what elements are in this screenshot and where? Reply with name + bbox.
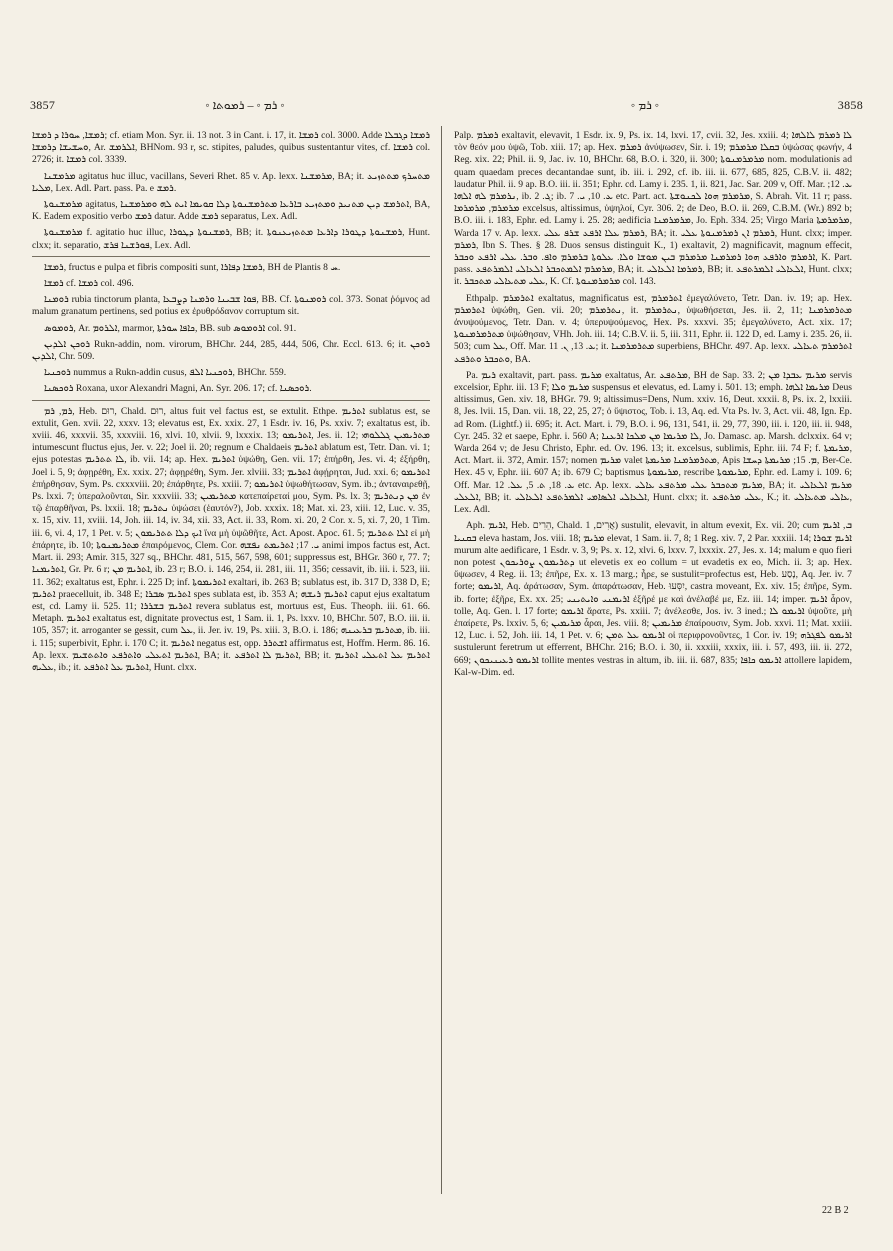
right-page-number: 3858 (837, 98, 863, 112)
entry-paragraph: Palp. ܪܡܪܡ exaltavit, elevavit, 1 Esdr. ix. 9, Ps. ix. 14, lxvi. 17, cvii. 32, Jes. xxiii. 4; ܠܐ ܪܡܪܡ ܠܐܠܗܐ τὸν θεόν μου ὑψῶ, Tob. xiii. 17; ap. Hex. ܪܡܪܡ ἀνύψωσεν, Sir. i. 19; ܒܩܠܐ ܡܪܡܪܡ ὑψώσας φωνήν, 4 Reg. xix. 22; Phil. ii. 9, Jac. iv. 10, BHChr. 68, B.O. i. 320, ii. 300; ܡܪܡܪܡܢܘܬܐ nom. modulationis ad quam quaedam preces decantandae sunt, ib. iii. i. 292, cf. ib. iii. ii. 677, 685, 825, C.B.V. ii. 482; laudatur Phil. ii. 9 ap. B.O. iii. ii. 351; Ephr. cd. Lamy i. 235. 1, ii. 821, Jac. Sar. 209 v, Off. Mar. ܥ. 12; ܢܪܡܪܡ ܠܗ ܐܠܗܐ, ib. ܓ. 2; ib. ܥ. 10, ܝ. 7 etc. Part. act. ܡܪܡܪܡ ܗܘܐ ܠܟܢܘܫܬܐ, S. Abrah. Vit. 11 r; pass. ܡܪܡܪܡ, ܡܪܡܪܡܐ excelsus, altissimus, ὑψηλοί, Cyr. 306. 2; de Deo, B.O. ii. 269, C.B.M. (Wr.) 892 b; B.O. iii. i. 183, Ephr. ed. Lamy i. 25. 28; aedificia ܡܪܡܪܡܢܐ, Jo. Eph. 334. 25; Virgo Maria ܡܪܡܪܡܬܐ, Warda 17 v. Ap. lexx. ܪܡܪܡ ܥܠܐ ܐܪܦܥ ܫܪܦ ܥܠܝ, BA; it. ܪܡܪܡ ܐܢ ܪܡܪܡܢܘܬܐ ܥܠܝ, Hunt. clxx; imper. ܪܡܪܡ, Ibn S. Thes. § 28. Duos sensus distinguit K., 1) exaltavit, 2) magnificavit, magnum effecit, ܐܪܡܪܡ ܘܐܪܦܥ ܗܘܐ ܪܡܪܡܢܐ ܡܪܡܪܡ ܒܝܢ ܡܘܫܐ ܘܠܐ. ܥܠܘܬܐ ܒܪܡܪܡ ܘܐܦ. ܘܒܪ. ܥܠܝ ܐܪܦܥ ܘܟܒܪ, K. Part. pass. ܡܪܡܪܡ ܐܠܡܬܟܒܪ ܐܠܥܐܠܝ ܐܠܡܪܬܦܥ, BA; it. ܪܡܪܡܐ ܐܠܥܐܠܝ, BB; it. ܐܠܥܐܠܝ ܐܠܡܪܬܦܥ, Hunt. clxx; it. ܥܠܝ ܡܬܥܐܠܝ ܡܬܟܒܪ, K. Cf. ܡܪܡܪܡܢܘܬܐ col. 143. (454, 130, 852, 288)
entry-paragraph: ܪܘܡܢܐ rubia tinctorum planta, ܦܘܐ ܫܒܝܢܐ ܘܪܡܢܐ ܕܨܒܥܐ, BB. Cf. ܪܘܡܢܘܬܐ col. 373. Sonat ῥόμνος ad malum granatum pertinens, sed potius ex ἐρυθρόδανον corruptum sit. (32, 294, 430, 318)
section-rule (32, 256, 430, 257)
entry-paragraph: ܡܪܡܫܢܐ agitatus huc illuc, vacillans, Severi Rhet. 85 v. Ap. lexx. ܡܪܡܫܢܐ, BA; it. ܡܬܚܪܟ ܡܬܬܙܝܥ ܡܠܝܐ, Lex. Adl. Part. pass. Pa. e ܪܡܫ. (32, 170, 430, 194)
entry-paragraph: ܡܪܡܫܢܘܬܐ f. agitatio huc illuc, ܪܡܫܢܘܬܐ ܕܛܘܪܐ, BB; it. ܪܡܫܢܘܬܐ ܕܛܘܪܐ ܕܐܪܥܐ ܡܬܬܙܝܥܢܘܬܐ, Hunt. clxx; it. separatio, ܦܘܪܫܢܐ ܦܪܫ, Lex. Adl. (32, 227, 430, 251)
section-rule (32, 400, 430, 401)
entry-paragraph: ܪܡܫܐ cf. ܪܡܫܐ col. 496. (44, 278, 134, 290)
entry-paragraph: ܪܘܟܢ ܐܠܕܝܢ Rukn-addin, nom. virorum, BHChr. 244, 285, 444, 506, Chr. Eccl. 613. 6; it. ܪܘܟܢ ܐܠܕܝܢ, Chr. 509. (32, 338, 430, 363)
entry-paragraph: Aph. ܐܪܝܡ, Heb. הֵרִים, Chald. אֲרִים, 1) sustulit, elevavit, in altum evexit, Ex. vii. 20; cum ܒ, ܐܪܝܡ ܒܩܢܝܐ eleva hastam, Jos. viii. 18; ܡܪܝܡ elevat, 1 Sam. ii. 7, 8; 1 Reg. xiv. 7, 2 Par. xxxiii. 14; ܐܪܝܡ ܫܘܪܐ murum alte aedificare, 1 Esdr. v. 3, 9; Ps. x. 12, xlvi. 6, lxxv. 7, lxxxix. 27, Jes. x. 14; malum e quo fieri non potest ܕܬܪܝܡܘܢ ܨܘܪܝܟܘܢ ut elevetis ex eo collum = ut evadetis ex eo, Mich. ii. 3; ap. Hex. ὕψωσεν, 4 Reg. ii. 13; ἐπῆρε, Ex. x. 13 marg.; ἦρε, se sustulit=profectus est, Heb. נָסַע, Aq. Jer. iv. 7 forte; ܐܪܝܡܘ, Aq. ἀράτωσαν, Sym. ἀπαράτωσαν, Heb. יִסְּעוּ, castra moveant, Ex. xiv. 15; ἐπῆρε, Sym. ib. forte; ἐξῆρε, Ex. xx. 25; ܐܪܝܡܢܝ ܘܐܝܬܝܢܝ ἐξῆρέ με καὶ ἀνέλαβέ με, Ez. iii. 14; imper. ܐܪܝܡ ἆρον, tolle, Aq. Gen. l. 17 forte; ܐܪܝܡܘ ἄρατε, Ps. xxiii. 7; ἀνέλεσθε, Jos. iv. 3 ined.; ܐܪܝܡܘ ܠܐ ὑψοῦτε, μὴ ἐπαίρετε, Ps. lxxiv. 5, 6; ܡܪܝܡܝܢ ἆραι, Jes. viii. 8; ܡܪܝܡܝܢ ἐπαίρουσιν, Sym. Job. xxvi. 11; Mat. xxiii. 12, Luc. i. 52, Joh. iii. 14, 1 Pet. v. 6; ܐܪܝܡܘ ܥܠ ܬܡܢ οἱ περιφρονοῦντες, 1 Cor. iv. 19; ܐܪܝܡܘ ܠܦܓܪܗ sustulerunt feretrum ut efferrent, BHChr. 216; B.O. i. 30, ii. xxxiii, xxxix, iii. i. 57, 493, iii. ii. 272, 669; ܐܪܝܡܘ ܪܥܝܢܝܟܘܢ tollite mentes vestras in altum, ib. iii. ii. 687, 835; ܐܪܝܡܘ ܟܐܦܐ attollere lapidem, Kal-w-Dim. ed. (454, 520, 852, 678)
entry-paragraph: ܡܪܡܫܢܘܬܐ agitatus, ܐܬܪܡܫ ܕܝܢ ܡܬܢܝܕ ܘܡܬܙܝܥ ܒܐܪܥܐ ܡܬܪܡܫܢܘܬܐ ܕܠܐ ܩܘܝܡܐ ܐܝܬ ܠܗ ܘܡܪܡܫܢܐ, BA, K. Eadem expositio verbo ܪܡܫ datur. Adde ܪܡܫ separatus, Lex. Adl. (32, 199, 430, 223)
column-divider (441, 126, 442, 1194)
right-column (454, 130, 852, 1200)
signature-mark: 22 B 2 (822, 1205, 849, 1216)
left-running-head: ◦ ܪܡ ◦ – ܪܡܘܬܐ ◦ (205, 98, 285, 112)
right-running-head: ◦ ܪܡ ◦ (630, 98, 660, 112)
entry-paragraph: ܪܘܡܘܣ, Ar. ܐܠܪܘܡ, marmor, ܟܐܦܐ ܚܘܪܬܐ, BB. sub ܐܪܘܡܘܣ col. 91. (44, 322, 297, 334)
left-column (32, 130, 430, 1200)
entry-paragraph: ܪܘܟܣܢܐ Roxana, uxor Alexandri Magni, An. Syr. 206. 17; cf. ܪܘܟܣܢܐ. (44, 383, 312, 395)
entry-paragraph: ܪܘܟܢܝܐ nummus a Rukn-addin cusus, ܪܘܟܢܝܐ ܐܠܦ, BHChr. 559. (44, 367, 287, 379)
entry-paragraph: ܪܡܫܐ, ܚܘܪܐ ܕ ܪܡܫܐ; cf. etiam Mon. Syr. ii. 13 not. 3 in Cant. i. 17, it. ܪܡܫܐ col. 3000. Adde ܪܡܫܐ ܕܓܒܠܐ ܘܚܫܝܫܐ ܕܪܡܫܐ, Ar. ܐܠܪܡܫ, BHNom. 93 r, sc. stipites, paludes, quibus sustentantur vites, cf. ܪܡܫܐ col. 2726; it. ܪܡܫܐ col. 3339. (32, 130, 430, 166)
entry-paragraph: Ethpalp. ܐܬܪܡܪܡ exaltatus, magnificatus est, ܐܬܪܡܪܡ ἐμεγαλύνετο, Tetr. Dan. iv. 19; ap. Hex. ܐܬܪܡܪܡ ὑψώθη, Gen. vii. 20; ܢܬܪܡܪܡ, it. ܢܬܪܡܪܡ, ὑψωθήσεται, Jes. ii. 2, 11; ܡܬܪܡܪܡܢܐ ἀνυψούμενος, Tetr. Dan. v. 4; ὑπερυψούμενος, Hex. Ps. xxxvi. 35; ἐμεγαλύνετο, Act. xix. 17; ܡܬܪܡܪܡܢܘܬܐ ὑψώθησαν, VHh. Joh. iii. 14; C.B.V. ii. 5, iii. 311, Ephr. ii. 122 D, ed. Lamy i. 235. 26, ii. 503; cum ܥܠ, Off. Mar. ܥ. 13, ܢ. 11; it. ܡܬܪܡܪܡܢܐ superbiens, BHChr. 497. Ap. lexx. ܐܬܪܡܪܡ ܬܥܐܠܝ ܘܬܟܒܪ ܘܬܪܦܥ, BA. (454, 292, 852, 365)
entry-paragraph: Pa. ܪܝܡ exaltavit, part. pass. ܡܪܝܡ exaltatus, Ar. ܡܪܬܦܥ, BH de Sap. 33. 2; ܡܪܝܡ ܥܒܕܐ ܡܢ servis excelsior, Ephr. iii. 13 F; ܡܪܝܡ ܘܠܐ suspensus et elevatus, ed. Lamy i. 501. 13; emph. ܡܪܝܡܐ ܐܠܗܐ Deus altissimus, Gen. xiv. 18, BHGr. 79. 9; altissimus=Dens, Num. xxiv. 16, Deut. xxxii. 8, Ps. ix. 2, lxxiii. 8, Jes. lvii. 15, Dan. vii. 18, 22, 25, 27; ὁ ὕψιστος, Tob. i. 13, Aq. ed. Vta Ps. lv. 3, Act. vii. 48, Ign. Ep. ad Rom. (Lightf.) ii. 695; it. Act. Mart. i. 79, B.O. i. 96, 131, 541, ii. 29, 77, 390, iii. i. 120, iii. ii. 948, Cyr. 245. 32 et saepe, Ephr. i. 560 A; ܠܐ ܡܪܝܡܐ ܡܢ ܡܠܟܐ ܐܪܥܢܐ, Jo. Damasc. ap. Marsh. dclxxix. 64 v; Warda 264 v; de Jesu Christo, Ephr. ed. Ov. 196. 13; it. excelsus, sublimis, Ephr. iii. 74 F; f. ܡܪܝܡܬܐ, Act. Mart. ii. 372, Amir. 157; nomen ܡܪܝܡ valet ܡܬܪܡܪܡܢܐ ܡܪܝܡܬܐ, Apis ܡ. 15; ܡܪܝܡܬܐ ܕܚܫܐ, Ber-Ce. Hex. 45 v, Ephr. iii. 607 A; ib. 679 C; baptismus ܡܪܝܡܘܬܐ, rescribe ܡܪܝܡܘܬܐ, Ephr. ed. Lamy i. 109. 6; Off. Mar. ܥ. 18, ܬ. 5, ܥܠ. 12 etc. Ap. lexx. ܡܪܝܡ ܡܬܟܒܪ ܥܠܝ ܡܪܬܦܥ ܥܐܠܝ, BA; it. ܡܪܝܡ ܐܠܥܐܠܝ ܐܠܥܠܝ, BB; it. ܐܠܥܐܠܝ ܐܠܣܐܡܝ ܐܠܡܪܬܦܥ ܐܠܥܐܠܝ, Hunt. clxx; it. ܥܠܝ ܡܪܬܦܥ, K.; it. ܥܐܠܝ ܡܬܥܐܠܝ, Lex. Adl. (454, 369, 852, 516)
entry-paragraph: ܪܡ, ܪܡ, Heb. רוּם, Chald. רוּם, altus fuit vel factus est, se extulit. Ethpe. ܐܬܪܝܡ sublatus est, se extulit, Gen. xvii. 22, xxxv. 13; elevatus est, Ex. xxix. 27, 1 Esdr. iv. 16, Ps. xxiv. 7; exaltatus est, ib. xviii. 46, xxxvii. 35, xxxviii. 16, xlvi. 10, xlvii. 9, lxxxix. 13; ܐܬܪܝܡܘ, Jes. ii. 12; ܡܬܪܝܡܝܢ ܓܠܠܘܗܝ intumescunt fluctus ejus, Jer. v. 22; Joel ii. 20; regnum e Chaldaeis ܐܬܪܝܡ ablatum est, Tetr. Dan. vi. 1; ejus potestas ܠܐ ܬܬܪܝܡ, ib. vii. 14; ap. Hex. ܐܬܪܝܡ ὑψώθη, Gen. vii. 17; ἐπήρθη, Jes. vi. 4; ἐξήρθη, Joel i. 5, 9; ἀφῃρέθη, Ex. xxix. 27; ἀφῃρέθη, Sym. Jer. xlviii. 33; ܐܬܪܝܡ ἀφῄρηται, Jud. xxi. 6; ܐܬܪܝܡܘ ἐπήρθησαν, Sym. Ps. cxxxviii. 20; ἐπάρθητε, Ps. xxiii. 7; ܐܬܪܝܡܘ ὑψωθήτωσαν, Sym. ib.; ἀνταναιρεθῇ, Ps. lxxi. 7; ὑπεραλοῦνται, Sir. xxxviii. 33; ܡܬܪܝܡܝܢ κατεπαίρεταί μου, Sym. Ps. lx. 3; ܡܢ ܕܢܬܪܝܡ ἐν τῷ ἐπαρθῆναι, Ps. lxxii. 18; ܢܬܪܝܡ ὑψώσει (ἑαυτόν?), Job. xxxix. 18; Mat. xi. 23, xiii. 12, Luc. v. 35, x. 15, xiv. 11, xviii. 14, Joh. iii. 14, iv. 34, xii. 33, Act. ii. 33, Rom. xi. 20, 2 Cor. x. 5, xi. 7, 20, 1 Tim. iii. 6, vi. 4, 17, 1 Pet. v. 5; ܐܝܟ ܕܠܐ ܬܬܪܝܡܘܢ ἵνα μὴ ὑψῶθῆτε, Act. Apost. Apoc. 61. 5; ܐܠܐ ܬܬܪܝܡ εἰ μὴ ἐπάρητε, ib. 10; ܡܬܪܝܡܢܘܬܐ ἐπαιρόμενος, Clem. Cor. ܝ. 17; ܐܬܪܝܡܬ ܢܦܫܗ animi impos factus est, Act. Mart. ii. 293; Amir. 315, 327 sq., BHChr. 481, 515, 567, 598, 601; suppressus est, BHGr. 360 r, 77. 7; ܐܬܪܝܡܢܐ, Gr. Pr. 6 r; ܐܬܪܝܡ ܡܢ, ib. 23 r; B.O. i. 146, 254, ii. 281, iii. 11, 356; cessavit, ib. iii. i. 523, iii. 11. 362; exaltatus est, Ephr. i. 225 D; inf. ܐܬܪܝܡܘܬܐ exaltari, ib. 263 B; sublatus est, ib. 317 D, 338 D, E; ܐܬܪܝܡ praecelluit, ib. 348 E; ܐܬܪܝܡ ܣܒܪܐ spes sublata est, ib. 353 A; ܐܬܪܝܡ ܪܝܫܗ caput ejus exaltatum est, cd. Lamy ii. 525. 11; ܐܬܪܝܡ ܒܫܪܪܐ revera sublatus est, mortuus est, Eus. Theoph. iii. 61. 66. Metaph. ܐܬܪܝܡ exaltatus est, dignitate provectus est, 1 Sam. ii. 1, Ps. lxxv. 10, BHChr. 507, B.O. iii. ii. 105, 357; it. arroganter se gessit, cum ܥܠ, ii. Jer. iv. 19, Ps. xiii. 3, B.O. i. 186; ܡܬܪܝܡ ܒܪܥܝܢܗ, ib. iii. i. 115; superbivit, Ephr. i. 170 C; it. ܐܬܪܝܡ negatus est, opp. ܐܫܬܪܪ affirmatus est, Hoffm. Herm. 86. 16. Ap. lexx. ܐܬܪܝܡ ܐܬܥܠܝ ܘܐܬܪܦܥ ܘܐܬܬܫܝܡ, BA; it. ܐܬܪܝܡ ܠܐ ܐܬܪܦܥ, BB; it. ܐܬܪܝܡ ܥܠ ܐܬܥܠܝ ܐܬܪܝܡ ܥܠܝܗ, ib.; it. ܐܬܪܝܡ ܥܠ ܐܬܪܦܥ, Hunt. clxx. (32, 405, 430, 673)
entry-paragraph: ܪܡܫܐ, fructus e pulpa et fibris compositi sunt, ܪܡܫܐ ܕܦܐܪܐ, BH de Plantis ܚ 8. (44, 261, 341, 273)
left-page-number: 3857 (30, 98, 56, 112)
page-header (30, 98, 863, 118)
